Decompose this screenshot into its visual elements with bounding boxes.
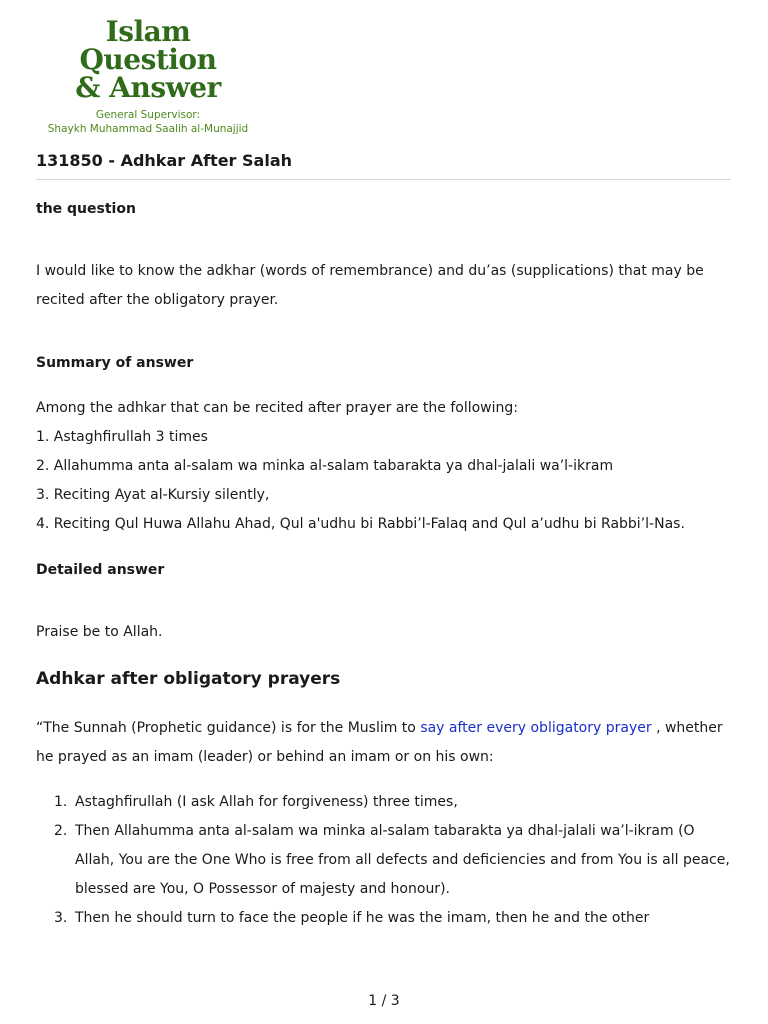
list-item-text: Then Allahumma anta al-salam wa minka al-salam tabarakta ya dhal-jalali wa’l-ikram (O Allah, You are the One Who is free from all defects and deficiencies and from You is all peace, blessed are You, O Possessor of majesty and honour). (75, 823, 730, 897)
list-item-text: Then he should turn to face the people if he was the imam, then he and the other (75, 910, 650, 926)
summary-intro: Among the adhkar that can be recited after prayer are the following: (36, 400, 518, 416)
paragraph-text-end: , whether he prayed as an imam (leader) or behind an imam or on his own: (36, 720, 723, 765)
site-logo[interactable] (36, 15, 260, 136)
list-number: 1. (54, 794, 68, 810)
list-item-text: Astaghfirullah (I ask Allah for forgiveness) three times, (75, 794, 458, 810)
sunnah-paragraph (36, 714, 736, 772)
summary-item: 2. Allahumma anta al-salam wa minka al-salam tabarakta ya dhal-jalali wa’l-ikram (36, 458, 614, 474)
summary-item: 1. Astaghfirullah 3 times (36, 429, 208, 445)
detailed-answer-label: Detailed answer (36, 562, 165, 578)
page-number: 1 / 3 (368, 993, 400, 1009)
section-heading: Adhkar after obligatory prayers (36, 669, 341, 689)
obligatory-prayer-link[interactable]: say after every obligatory prayer (420, 720, 652, 736)
list-item (36, 817, 736, 904)
list-number: 3. (54, 910, 68, 926)
logo-line-1: Islam Question (79, 15, 217, 76)
logo-supervisor-label: General Supervisor: (95, 109, 201, 121)
praise-text: Praise be to Allah. (36, 624, 163, 640)
question-label: the question (36, 201, 136, 217)
summary-item: 4. Reciting Qul Huwa Allahu Ahad, Qul a'udhu bi Rabbi’l-Falaq and Qul a’udhu bi Rabbi’l-Nas. (36, 516, 685, 532)
question-text: I would like to know the adkhar (words of remembrance) and du’as (supplications) that may be recited after the obligatory prayer. (36, 263, 704, 308)
adhkar-list (36, 788, 736, 933)
page-title: 131850 - Adhkar After Salah (36, 151, 292, 170)
logo-supervisor-name: Shaykh Muhammad Saalih al-Munajjid (47, 123, 249, 135)
logo-line-2: & Answer (75, 71, 221, 104)
title-divider (36, 179, 731, 180)
list-item (36, 904, 736, 933)
paragraph-text-start: “The Sunnah (Prophetic guidance) is for the Muslim to (36, 720, 421, 736)
summary-item: 3. Reciting Ayat al-Kursiy silently, (36, 487, 270, 503)
summary-label: Summary of answer (36, 355, 194, 371)
list-number: 2. (54, 823, 68, 839)
list-item (36, 788, 736, 817)
summary-body (36, 394, 736, 539)
